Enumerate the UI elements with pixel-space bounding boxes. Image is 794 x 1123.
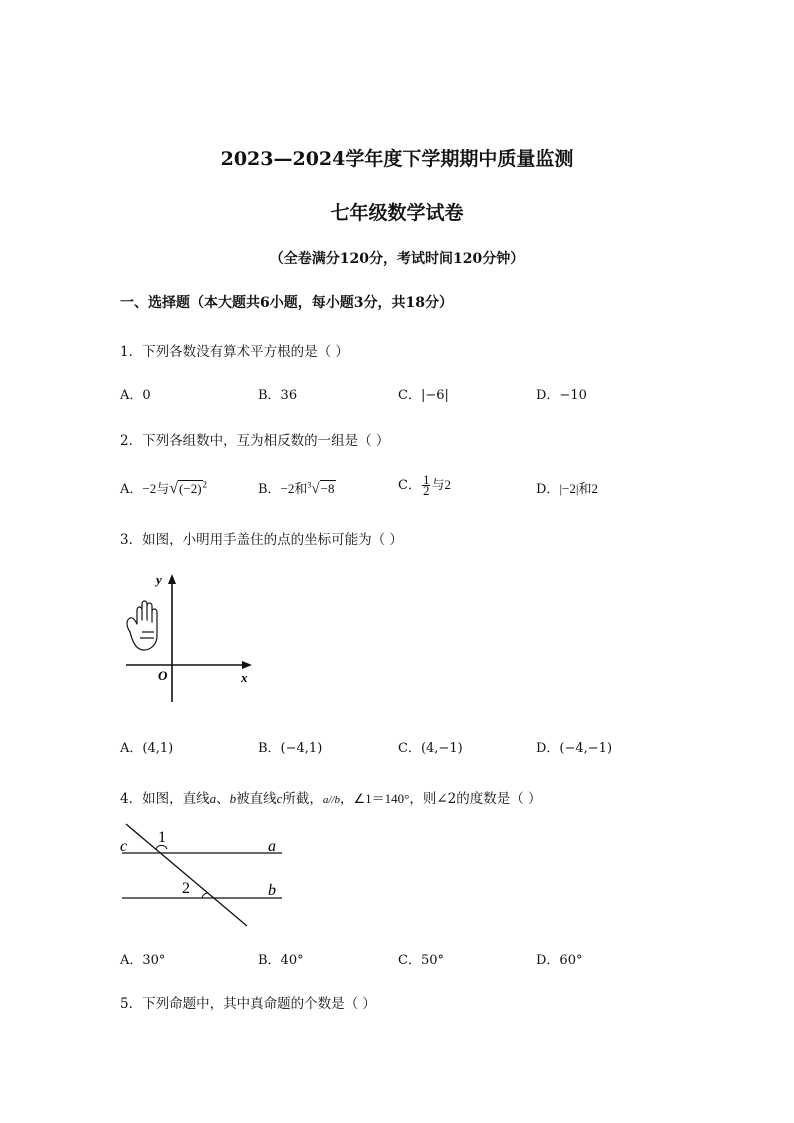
question-4-stem: 4．如图，直线a、b被直线c所截，a//b，∠1＝140°，则∠2的度数是（ ） — [120, 791, 542, 807]
section-heading: 一、选择题（本大题共6小题，每小题3分，共18分） — [120, 295, 453, 311]
q1-option-c: C．|−6| — [398, 388, 449, 403]
q3-option-c: C．(4,−1) — [398, 741, 463, 756]
q2-option-b: B．−2和$^3$√−8 — [258, 480, 335, 497]
x-axis-arrow — [242, 661, 252, 669]
y-axis-arrow — [168, 574, 176, 584]
exam-title: 2023—2024学年度下学期期中质量监测 — [220, 148, 574, 170]
q4-option-d: D．60° — [536, 953, 583, 968]
question-1-stem: 1．下列各数没有算术平方根的是（ ） — [120, 344, 349, 360]
exam-subtitle: 七年级数学试卷 — [330, 202, 464, 224]
y-axis-label: y — [156, 572, 162, 587]
q4-option-a: A．30° — [120, 953, 166, 968]
angle-1-label: 1 — [158, 829, 166, 846]
question-2-stem: 2．下列各组数中，互为相反数的一组是（ ） — [120, 433, 390, 449]
hand-icon — [127, 601, 157, 650]
x-axis-label: x — [241, 670, 248, 685]
q4-option-c: C．50° — [398, 953, 444, 968]
q1-option-a: A．0 — [120, 388, 151, 403]
question-3-stem: 3．如图，小明用手盖住的点的坐标可能为（ ） — [120, 532, 403, 548]
label-c: c — [120, 838, 128, 855]
parallel-lines-figure — [116, 818, 288, 930]
fraction: $\frac{1}{2}$ — [422, 472, 430, 498]
q1-option-d: D．−10 — [536, 388, 587, 403]
label-b: b — [268, 882, 276, 899]
label-a: a — [268, 838, 276, 855]
angle-2-arc — [202, 893, 208, 898]
exam-note: （全卷满分120分，考试时间120分钟） — [269, 251, 525, 267]
line-c — [126, 824, 247, 926]
q3-option-d: D．(−4,−1) — [536, 741, 613, 756]
sqrt-sign: √ — [169, 480, 179, 497]
origin-label: O — [158, 668, 168, 683]
coordinate-figure — [118, 570, 263, 705]
q3-option-a: A．(4,1) — [120, 741, 174, 756]
q3-option-b: B．(−4,1) — [258, 741, 323, 756]
q1-option-b: B．36 — [258, 388, 298, 403]
q2-option-a: A．−2与$√(-2)^2$ — [120, 479, 208, 497]
cube-root-sign: √ — [311, 481, 320, 497]
q2-option-d: D．|−2|和2 — [536, 481, 598, 497]
question-5-stem: 5．下列命题中，其中真命题的个数是（ ） — [120, 996, 376, 1012]
q4-option-b: B．40° — [258, 953, 304, 968]
angle-2-label: 2 — [182, 880, 190, 897]
q2-option-c: C． $\frac{1}{2}$ 与2 — [398, 472, 451, 498]
